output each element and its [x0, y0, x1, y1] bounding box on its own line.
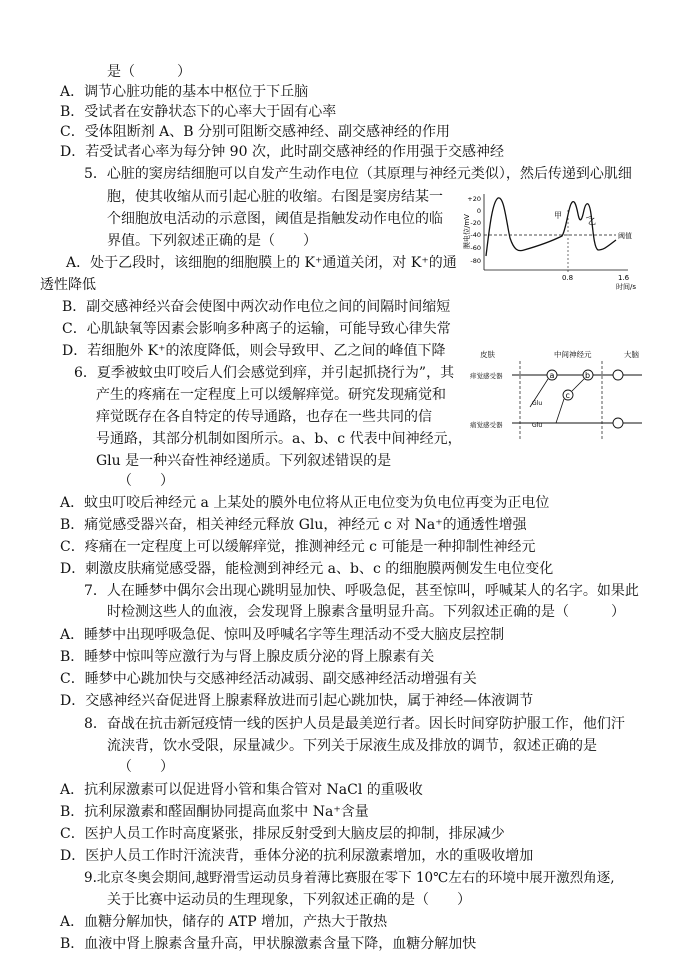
q5-option-b: B．副交感神经兴奋会使图中两次动作电位之间的间隔时间缩短 [62, 299, 451, 315]
q4-option-c: C．受体阻断剂 A、B 分别可阻断交感神经、副交感神经的作用 [60, 124, 451, 140]
q5-option-a-cont: 透性降低 [40, 277, 96, 293]
q6-stem: 6．夏季被蚊虫叮咬后人们会感觉到痒，并引起抓挠行为”，其 [74, 365, 455, 381]
y-tick-label: 0 [476, 207, 481, 215]
label-brain: 大脑 [624, 350, 639, 359]
connection [556, 399, 564, 423]
q9-option-a: A．血糖分解加快，储存的 ATP 增加，产热大于散热 [60, 914, 388, 930]
q4-stem-end: 是（ ） [107, 64, 191, 80]
q9-stem: 9.北京冬奥会期间,越野滑雪运动员身着薄比赛服在零下 10℃左右的环境中展开激烈角逐, [84, 870, 615, 886]
label-yi: 乙 [588, 217, 596, 226]
q5-stem: 5．心脏的窦房结细胞可以自发产生动作电位（其原理与神经元类似），然后传递到心肌细 [84, 166, 632, 182]
glu-label: Glu [532, 400, 543, 407]
q5-stem: 个细胞放电活动的示意图，阈值是指触发动作电位的临 [107, 211, 443, 227]
q8-option-d: D．医护人员工作时汗流浃背，垂体分泌的抗利尿激素增加，水的重吸收增加 [60, 848, 534, 864]
membrane-potential-curve [486, 198, 616, 256]
q7-stem: 7．人在睡梦中偶尔会出现心跳明显加快、呼吸急促，甚至惊叫，呼喊某人的名字。如果此 [84, 583, 639, 599]
q8-option-a: A．抗利尿激素可以促进肾小管和集合管对 NaCl 的重吸收 [60, 782, 423, 798]
q6-option-d: D．刺激皮肤痛觉感受器，能检测到神经元 a、b、c 的细胞膜两侧发生电位变化 [60, 561, 554, 577]
q8-option-b: B．抗利尿激素和醛固酮协同提高血浆中 Na⁺含量 [60, 804, 369, 820]
brain-node [613, 418, 623, 428]
q8-stem: 流浃背，饮水受限，尿量减少。下列关于尿液生成及排放的调节，叙述正确的是 [107, 738, 597, 754]
q5-stem: 胞，使其收缩从而引起心脏的收缩。右图是窦房结某一 [107, 189, 443, 205]
action-potential-figure [458, 190, 648, 295]
label-interneuron: 中间神经元 [554, 350, 592, 359]
q5-option-c: C．心肌缺氧等因素会影响多种离子的运输，可能导致心律失常 [62, 321, 451, 337]
q6-stem: Glu 是一种兴奋性神经递质。下列叙述错误的是 [96, 453, 392, 469]
q6-option-c: C．疼痛在一定程度上可以缓解痒觉，推测神经元 c 可能是一种抑制性神经元 [60, 539, 536, 555]
y-axis-label: 膜电位/mV [463, 214, 471, 249]
q4-option-d: D．若受试者心率为每分钟 90 次，此时副交感神经的作用强于交感神经 [60, 144, 504, 160]
q5-stem: 界值。下列叙述正确的是（ ） [107, 233, 317, 249]
label-jia: 甲 [554, 211, 562, 220]
q5-option-d: D．若细胞外 K⁺的浓度降低，则会导致甲、乙之间的峰值下降 [62, 343, 446, 359]
q8-stem: 8．奋战在抗击新冠疫情一线的医护人员是最美逆行者。因长时间穿防护服工作，他们汗 [84, 716, 625, 732]
q7-option-c: C．睡梦中心跳加快与交感神经活动减弱、副交感神经活动增强有关 [60, 671, 477, 687]
q6-option-b: B．痛觉感受器兴奋，相关神经元释放 Glu，神经元 c 对 Na⁺的通透性增强 [60, 517, 527, 533]
q7-stem: 时检测这些人的血液，会发现肾上腺素含量明显升高。下列叙述正确的是（ ） [107, 604, 625, 620]
q8-option-c: C．医护人员工作时高度紧张，排尿反射受到大脑皮层的抑制，排尿减少 [60, 826, 505, 842]
q7-option-d: D．交感神经兴奋促进肾上腺素释放进而引起心跳加快，属于神经—体液调节 [60, 693, 534, 709]
q6-stem: 痒觉既存在各自特定的传导通路，也存在一些共同的信 [96, 409, 432, 425]
pain-receptor-label: 痛觉感受器 [470, 421, 503, 429]
q6-stem: 产生的疼痛在一定程度上可以缓解痒觉。研究发现痛觉和 [96, 387, 446, 403]
q6-answer-paren: （ ） [118, 473, 174, 489]
brain-node [613, 370, 623, 380]
neuron-c-label: c [565, 391, 570, 400]
threshold-label: 阈值 [618, 232, 632, 240]
q4-option-a: A．调节心脏功能的基本中枢位于下丘脑 [60, 84, 309, 100]
y-tick-label: -40 [470, 231, 481, 239]
q8-answer-paren: （ ） [118, 759, 174, 775]
y-tick-label: -20 [470, 219, 481, 227]
q5-option-a: A．处于乙段时，该细胞的细胞膜上的 K⁺通道关闭，对 K⁺的通 [66, 255, 457, 271]
q9-option-b: B．血液中肾上腺素含量升高，甲状腺激素含量下降，血糖分解加快 [60, 936, 477, 952]
itch-pain-pathway-figure [470, 345, 648, 445]
x-tick-label: 1.6 [618, 274, 630, 282]
y-tick-label: -80 [470, 257, 481, 265]
y-tick-label: -60 [470, 244, 481, 252]
q7-option-b: B．睡梦中惊叫等应激行为与肾上腺皮质分泌的肾上腺素有关 [60, 649, 435, 665]
itch-receptor-label: 痒觉感受器 [470, 372, 503, 380]
neuron-a-label: a [549, 371, 555, 380]
q4-option-b: B．受试者在安静状态下的心率大于固有心率 [60, 104, 337, 120]
label-skin: 皮肤 [480, 350, 495, 359]
q6-stem: 号通路，其部分机制如图所示。a、b、c 代表中间神经元， [96, 431, 462, 447]
x-tick-label: 0.8 [562, 274, 574, 282]
y-tick-label: +20 [467, 195, 481, 203]
neuron-b-label: b [585, 371, 591, 380]
x-axis-unit: 时间/s [616, 283, 637, 291]
q9-stem: 关于比赛中运动员的生理现象，下列叙述正确的是（ ） [107, 892, 471, 908]
glu-label: Glu [532, 422, 543, 429]
connection [572, 379, 584, 391]
q6-option-a: A．蚊虫叮咬后神经元 a 上某处的膜外电位将从正电位变为负电位再变为正电位 [60, 495, 550, 511]
q7-option-a: A．睡梦中出现呼吸急促、惊叫及呼喊名字等生理活动不受大脑皮层控制 [60, 627, 505, 643]
